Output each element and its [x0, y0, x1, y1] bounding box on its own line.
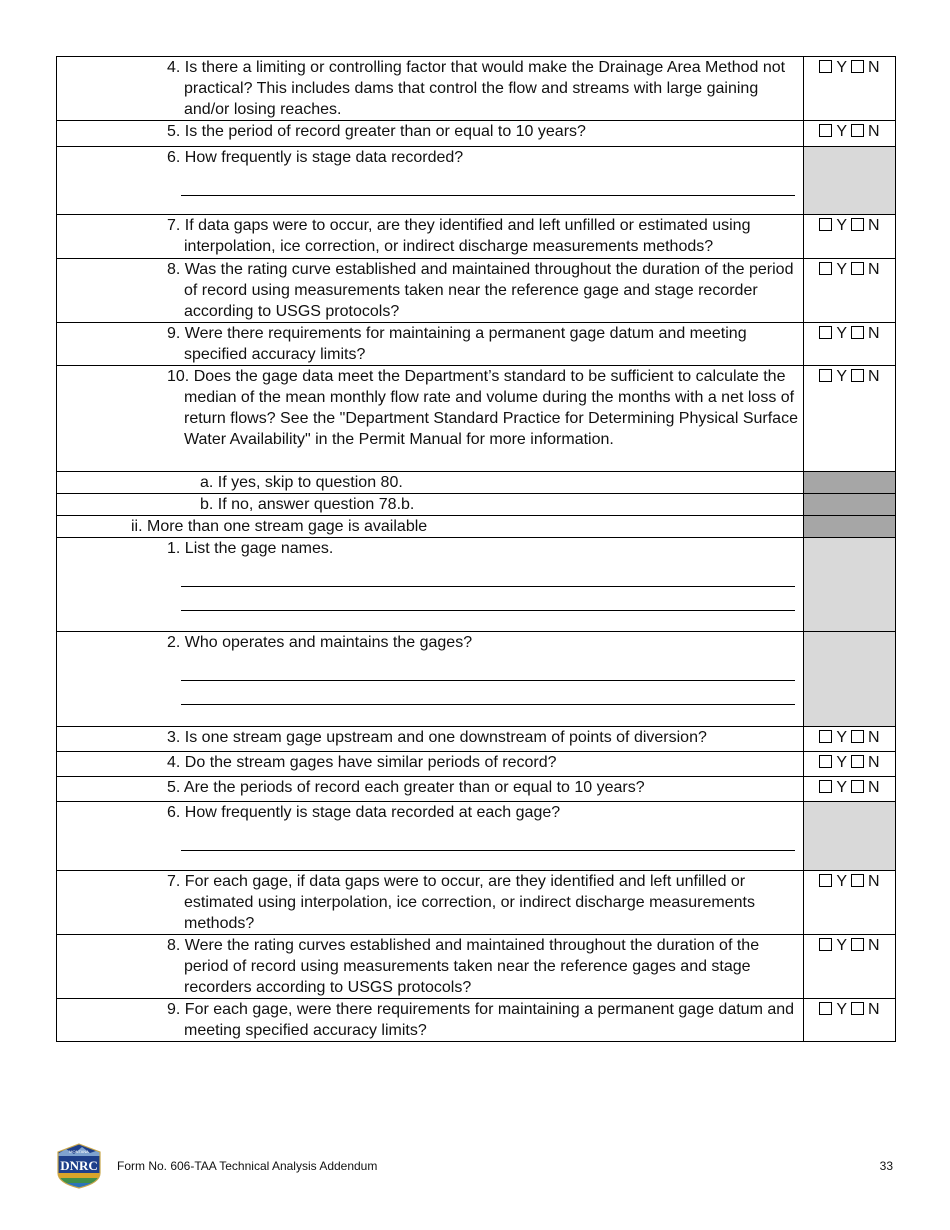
table-row: [57, 727, 896, 752]
yes-checkbox[interactable]: [819, 124, 832, 137]
shaded-cell: [804, 472, 896, 494]
question-text: 1. List the gage names.: [167, 540, 334, 557]
table-row: [57, 121, 896, 147]
no-checkbox[interactable]: [851, 326, 864, 339]
table-row: [57, 516, 896, 538]
question-text: 10. Does the gage data meet the Department’s standard to be sufficient to calculate the median of the mean monthly flow rate and volume during the months with a net loss of return flows? See the "Department Standard Practice for Determining Physical Surface Water Availability" in the Permit Manual for more information.: [167, 368, 798, 448]
question-text: 7. For each gage, if data gaps were to occur, are they identified and left unfilled or estimated using interpolation, ice correction, or indirect discharge measurements methods?: [167, 873, 755, 932]
question-text: 3. Is one stream gage upstream and one downstream of points of diversion?: [167, 729, 707, 746]
table-row: [57, 494, 896, 516]
no-checkbox[interactable]: [851, 874, 864, 887]
sub-question-text: a. If yes, skip to question 80.: [200, 474, 403, 491]
question-text: 4. Is there a limiting or controlling factor that would make the Drainage Area Method not practical? This includes dams that control the flow and streams with large gaining and/or losing reaches.: [167, 59, 786, 118]
answer-blank-line[interactable]: [181, 572, 795, 587]
yes-checkbox[interactable]: [819, 874, 832, 887]
page-footer: [0, 1140, 950, 1190]
table-row: [57, 57, 896, 121]
question-text: 2. Who operates and maintains the gages?: [167, 634, 473, 651]
no-checkbox[interactable]: [851, 369, 864, 382]
no-checkbox[interactable]: [851, 938, 864, 951]
answer-blank-line[interactable]: [181, 666, 795, 681]
yes-no-checkboxes: Y N: [804, 871, 896, 935]
table-row: [57, 871, 896, 935]
table-row: [57, 323, 896, 366]
yes-no-checkboxes: Y N: [804, 999, 896, 1042]
dnrc-logo-icon: [56, 1143, 102, 1189]
yes-checkbox[interactable]: [819, 60, 832, 73]
yes-checkbox[interactable]: [819, 326, 832, 339]
questionnaire-table: [56, 56, 896, 1042]
yes-checkbox[interactable]: [819, 755, 832, 768]
shaded-cell: [804, 516, 896, 538]
shaded-cell: [804, 147, 896, 215]
shaded-cell: [804, 802, 896, 871]
answer-blank-line[interactable]: [181, 836, 795, 851]
shaded-cell: [804, 538, 896, 632]
answer-blank-line[interactable]: [181, 690, 795, 705]
yes-no-checkboxes: Y N: [804, 259, 896, 323]
table-row: [57, 538, 896, 632]
yes-checkbox[interactable]: [819, 218, 832, 231]
no-checkbox[interactable]: [851, 60, 864, 73]
yes-checkbox[interactable]: [819, 730, 832, 743]
yes-no-checkboxes: Y N: [804, 323, 896, 366]
question-text: 4. Do the stream gages have similar periods of record?: [167, 754, 557, 771]
yes-checkbox[interactable]: [819, 369, 832, 382]
answer-blank-line[interactable]: [181, 596, 795, 611]
table-row: [57, 777, 896, 802]
question-text: 7. If data gaps were to occur, are they identified and left unfilled or estimated using interpolation, ice correction, or indirect discharge measurements methods?: [167, 217, 751, 255]
page-number: 33: [879, 1159, 893, 1173]
table-row: [57, 215, 896, 259]
question-text: 5. Are the periods of record each greater than or equal to 10 years?: [167, 779, 645, 796]
yes-no-checkboxes: Y N: [804, 121, 896, 147]
yes-no-checkboxes: Y N: [804, 215, 896, 259]
table-row: [57, 259, 896, 323]
table-row: [57, 632, 896, 727]
question-text: 8. Was the rating curve established and maintained throughout the duration of the period of record using measurements taken near the reference gage and stage recorder according to USGS protocols?: [167, 261, 794, 320]
no-checkbox[interactable]: [851, 780, 864, 793]
answer-blank-line[interactable]: [181, 181, 795, 196]
table-row: [57, 999, 896, 1042]
yes-checkbox[interactable]: [819, 262, 832, 275]
question-text: 5. Is the period of record greater than or equal to 10 years?: [167, 123, 586, 140]
question-text: 6. How frequently is stage data recorded at each gage?: [167, 804, 561, 821]
yes-no-checkboxes: Y N: [804, 935, 896, 999]
table-row: [57, 802, 896, 871]
section-heading: ii. More than one stream gage is available: [131, 518, 428, 535]
shaded-cell: [804, 494, 896, 516]
yes-no-checkboxes: Y N: [804, 366, 896, 472]
question-text: 9. For each gage, were there requirements for maintaining a permanent gage datum and meeting specified accuracy limits?: [167, 1001, 795, 1039]
yes-checkbox[interactable]: [819, 938, 832, 951]
no-checkbox[interactable]: [851, 124, 864, 137]
no-checkbox[interactable]: [851, 262, 864, 275]
sub-question-text: b. If no, answer question 78.b.: [200, 496, 415, 513]
yes-no-checkboxes: Y N: [804, 777, 896, 802]
table-row: [57, 147, 896, 215]
table-row: [57, 366, 896, 472]
yes-checkbox[interactable]: [819, 1002, 832, 1015]
no-checkbox[interactable]: [851, 730, 864, 743]
svg-text:DNRC: DNRC: [60, 1158, 98, 1173]
question-text: 8. Were the rating curves established and maintained throughout the duration of the period of record using measurements taken near the reference gages and stage recorders according to USGS protocols?: [167, 937, 760, 996]
table-row: [57, 472, 896, 494]
svg-text:MONTANA: MONTANA: [69, 1149, 89, 1154]
question-text: 9. Were there requirements for maintaining a permanent gage datum and meeting specified accuracy limits?: [167, 325, 747, 363]
no-checkbox[interactable]: [851, 1002, 864, 1015]
yes-checkbox[interactable]: [819, 780, 832, 793]
yes-no-checkboxes: Y N: [804, 57, 896, 121]
yes-no-checkboxes: Y N: [804, 752, 896, 777]
no-checkbox[interactable]: [851, 755, 864, 768]
table-row: [57, 935, 896, 999]
form-name: Form No. 606-TAA Technical Analysis Addendum: [117, 1159, 378, 1173]
question-text: 6. How frequently is stage data recorded?: [167, 149, 464, 166]
no-checkbox[interactable]: [851, 218, 864, 231]
yes-no-checkboxes: Y N: [804, 727, 896, 752]
shaded-cell: [804, 632, 896, 727]
table-row: [57, 752, 896, 777]
